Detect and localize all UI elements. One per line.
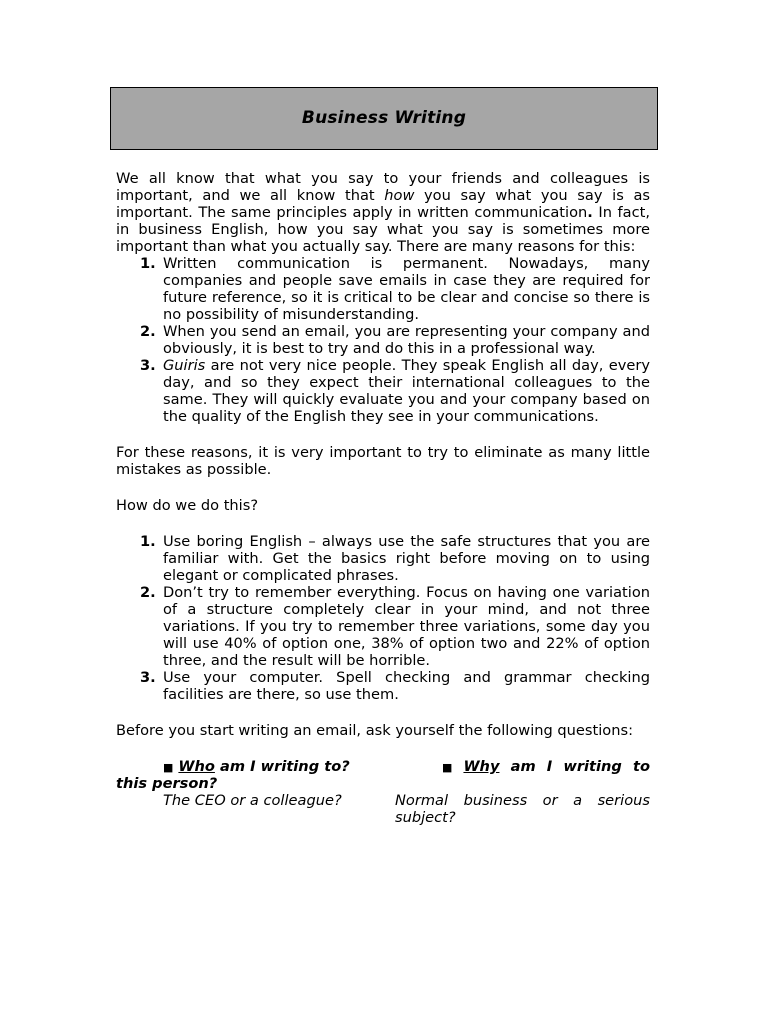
list-number: 1. [140, 255, 156, 272]
square-bullet-icon: ■ [163, 761, 174, 774]
square-bullet-icon: ■ [442, 761, 459, 774]
question-why [442, 758, 650, 776]
list-item-text: When you send an email, you are representing your company and obviously, it is best to try and do this in a professional way. [163, 323, 650, 357]
reasons-list [116, 255, 650, 425]
title-banner [110, 87, 658, 150]
list-item [116, 584, 650, 669]
list-item [116, 255, 650, 323]
intro-emphasis: how [384, 187, 415, 204]
list-item [116, 669, 650, 703]
question-key-who: Who [178, 758, 215, 775]
list-number: 3. [140, 357, 156, 374]
intro-paragraph [116, 170, 650, 255]
how-question: How do we do this? [116, 497, 259, 514]
page-title: Business Writing [301, 108, 467, 128]
question-who [163, 758, 350, 776]
list-number: 1. [140, 533, 156, 550]
list-item-text: are not very nice people. They speak English all day, every day, and so they expect their international colleagues to the same. They will quickly evaluate you and your company based on the quality of the English they see in your communications. [163, 357, 650, 425]
question-who-sub: The CEO or a colleague? [163, 792, 342, 809]
question-text-why: am I writing to [499, 758, 650, 775]
question-why-continuation: this person? [116, 775, 218, 792]
tips-list [116, 533, 650, 703]
intro-text-1: We all know that what you say to your friends and colleagues is important, and we all know that [116, 170, 650, 204]
list-item-text: Use your computer. Spell checking and grammar checking facilities are there, so use them. [163, 669, 650, 703]
list-item-text: Written communication is permanent. Nowadays, many companies and people save emails in case they are required for future reference, so it is critical to be clear and concise so there is no possibility of misunderstanding. [163, 255, 650, 323]
list-item [116, 323, 650, 357]
list-item-emphasis: Guiris [163, 357, 206, 374]
intro-text-3: In fact, in business English, how you say what you say is sometimes more important than what you actually say. There are many reasons for this: [116, 204, 651, 255]
list-number: 2. [140, 584, 156, 601]
list-number: 3. [140, 669, 156, 686]
list-item-text: Use boring English – always use the safe structures that you are familiar with. Get the basics right before moving on to using elegant or complicated phrases. [163, 533, 650, 584]
list-number: 2. [140, 323, 156, 340]
reasons-summary-paragraph: For these reasons, it is very important to try to eliminate as many little mistakes as possible. [116, 444, 650, 478]
questions-row [116, 758, 650, 775]
question-why-sub: Normal business or a serious subject? [395, 792, 650, 826]
questions-sub-row [116, 792, 650, 826]
document-body [116, 170, 650, 826]
intro-text-2: you say what you say is as important. The same principles apply in written communication [116, 187, 650, 221]
question-key-why: Why [463, 758, 500, 775]
intro-bold-period: . [587, 204, 593, 221]
list-item [116, 533, 650, 584]
before-paragraph: Before you start writing an email, ask yourself the following questions: [116, 722, 633, 739]
question-text-who: am I writing to? [214, 758, 350, 775]
list-item-text: Don’t try to remember everything. Focus on having one variation of a structure completely clear in your mind, and not three variations. If you try to remember three variations, some day you will use 40% of option one, 38% of option two and 22% of option three, and the result will be horrible. [163, 584, 650, 669]
list-item [116, 357, 650, 425]
